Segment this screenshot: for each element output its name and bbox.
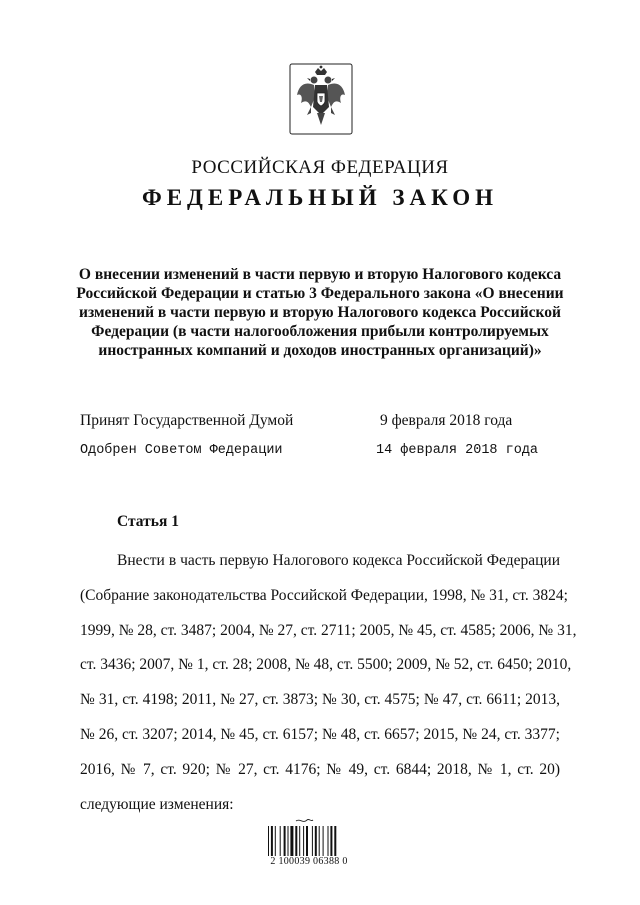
law-title-line: О внесении изменений в части первую и вторую Налогового кодекса: [78, 266, 562, 283]
country-name: РОССИЙСКАЯ ФЕДЕРАЦИЯ: [191, 157, 449, 178]
article-line: (Собрание законодательства Российской Федерации, 1998, № 31, ст. 3824;: [80, 586, 568, 604]
article-line: 2016, № 7, ст. 920; № 27, ст. 4176; № 49, ст. 6844; 2018, № 1, ст. 20): [80, 760, 560, 778]
article-line: 1999, № 28, ст. 3487; 2004, № 27, ст. 2711; 2005, № 45, ст. 4585; 2006, № 31,: [80, 621, 577, 639]
law-title-line: иностранных компаний и доходов иностранных организаций)»: [98, 342, 542, 359]
duma-adoption-date: 9 февраля 2018 года: [380, 412, 513, 429]
article-heading: Статья 1: [117, 513, 179, 530]
law-title-line: Российской Федерации и статью 3 Федерального закона «О внесении: [76, 285, 564, 302]
article-line: № 26, ст. 3207; 2014, № 45, ст. 6157; № 48, ст. 6657; 2015, № 24, ст. 3377;: [80, 725, 560, 743]
barcode: [266, 818, 348, 858]
article-line: № 31, ст. 4198; 2011, № 27, ст. 3873; № 30, ст. 4575; № 47, ст. 6611; 2013,: [80, 691, 560, 709]
article-line: ст. 3436; 2007, № 1, ст. 28; 2008, № 48, ст. 5500; 2009, № 52, ст. 6450; 2010,: [80, 656, 572, 674]
law-title-line: изменений в части первую и вторую Налогового кодекса Российской: [79, 304, 561, 321]
barcode-number: 2 100039 06388 0: [270, 856, 348, 867]
law-title: [60, 265, 580, 360]
article-line: Внести в часть первую Налогового кодекса Российской Федерации: [117, 552, 560, 569]
article-line: следующие изменения:: [80, 795, 234, 813]
law-title-line: Федерации (в части налогообложения прибыли контролируемых: [91, 323, 549, 340]
council-approval-date: 14 февраля 2018 года: [376, 443, 539, 458]
law-type-heading: ФЕДЕРАЛЬНЫЙ ЗАКОН: [141, 185, 499, 210]
council-approval-label: Одобрен Советом Федерации: [80, 443, 283, 458]
article-body: [80, 544, 577, 822]
duma-adoption-label: Принят Государственной Думой: [80, 412, 294, 429]
coat-of-arms-emblem: [289, 63, 353, 135]
